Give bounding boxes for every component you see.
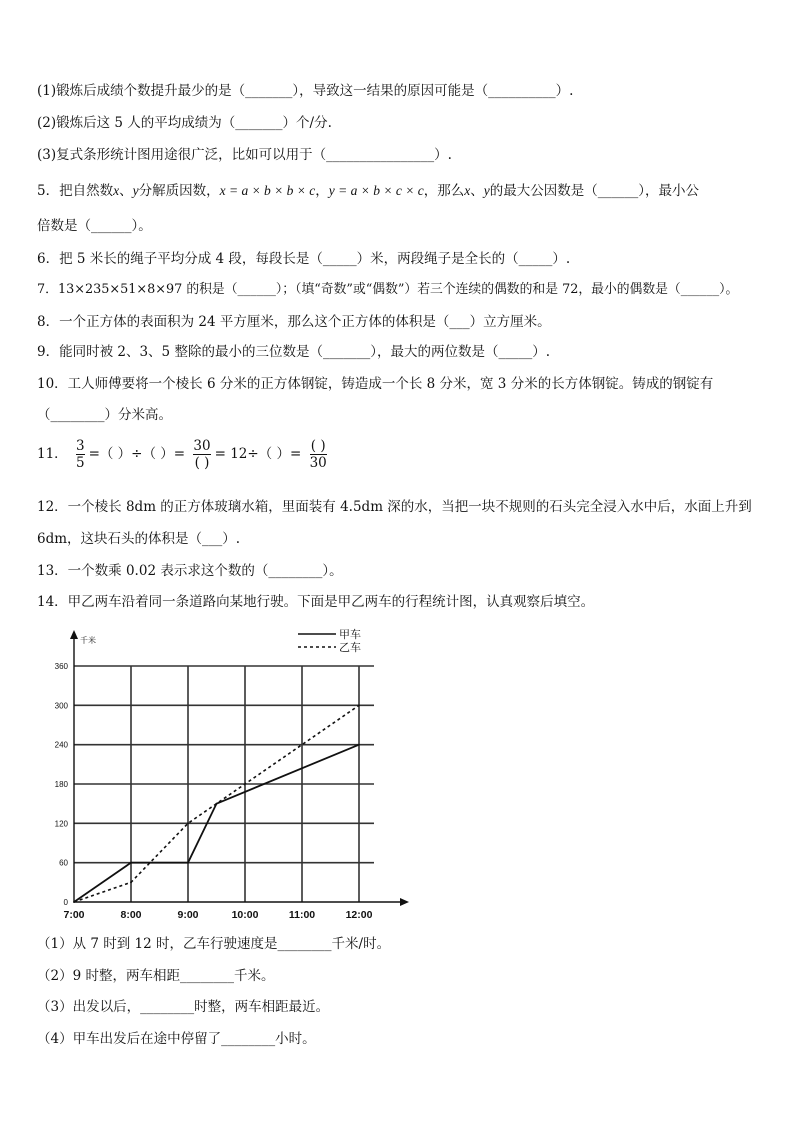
q5-var-x: x — [113, 183, 120, 198]
travel-line-chart — [0, 620, 420, 925]
y-tick-label-60: 60 — [59, 858, 68, 868]
question-5-line-1 — [37, 182, 699, 200]
q5-var-x2: x — [464, 183, 471, 198]
q11-f1-denominator: 5 — [75, 455, 85, 471]
series-0-point-1 — [130, 862, 132, 864]
series-1-point-0 — [73, 901, 75, 903]
q11-middle-2: = 12÷（ ）= — [214, 446, 302, 462]
x-tick-label-3: 10:00 — [231, 909, 259, 921]
y-axis-label: 千米 — [80, 636, 96, 645]
q11-f3-denominator: 30 — [309, 455, 327, 471]
series-1-point-1 — [130, 881, 132, 883]
question-10-line-2: （________）分米高。 — [37, 407, 172, 423]
question-11 — [37, 437, 331, 471]
q5-var-y2: y — [483, 183, 490, 198]
chart-question-3: （3）出发以后，________时整，两车相距最近。 — [37, 999, 330, 1015]
q5-comma: ， — [315, 183, 329, 199]
q5-sep2: 、 — [470, 183, 484, 199]
legend-label-1: 乙车 — [339, 642, 361, 654]
series-0-point-4 — [358, 744, 360, 746]
legend-label-0: 甲车 — [339, 629, 361, 641]
q11-f2-denominator: ( ) — [194, 455, 210, 471]
chart-question-2: （2）9 时整，两车相距________千米。 — [37, 968, 275, 984]
q5-sep: 、 — [119, 183, 133, 199]
q11-f3-numerator: ( ) — [310, 438, 326, 454]
x-tick-label-5: 12:00 — [345, 909, 373, 921]
sub-question-2: (2)锻炼后这 5 人的平均成绩为（_______）个/分. — [37, 115, 332, 131]
question-12-line-2: 6dm，这块石头的体积是（___）. — [37, 531, 241, 547]
sub-question-3: (3)复式条形统计图用途很广泛，比如可以用于（________________）. — [37, 147, 452, 163]
chart-question-4: （4）甲车出发后在途中停留了________小时。 — [37, 1031, 316, 1047]
q11-label: 11． — [37, 446, 68, 462]
q5-prefix: 5．把自然数 — [37, 183, 114, 199]
q11-middle: =（ ）÷（ ）= — [88, 446, 186, 462]
q5-var-y: y — [132, 183, 139, 198]
q11-fraction-1 — [76, 438, 85, 471]
question-5-line-2: 倍数是（______）。 — [37, 218, 152, 234]
q5-mid: 分解质因数， — [138, 183, 220, 199]
y-axis-arrow — [70, 630, 78, 639]
q11-fraction-3 — [310, 438, 327, 471]
series-1-point-2 — [187, 822, 189, 824]
question-12-line-1: 12．一个棱长 8dm 的正方体玻璃水箱，里面装有 4.5dm 深的水，当把一块不规则的石头完全浸入水中后，水面上升到 — [37, 499, 752, 515]
sub-question-1: (1)锻炼后成绩个数提升最少的是（_______），导致这一结果的原因可能是（__________）. — [37, 83, 574, 99]
question-8: 8．一个正方体的表面积为 24 平方厘米，那么这个正方体的体积是（___）立方厘米。 — [37, 314, 551, 330]
series-1-point-3 — [358, 704, 360, 706]
q5-formula-y: y = a × b × c × c — [328, 183, 424, 198]
question-9: 9．能同时被 2、3、5 整除的最小的三位数是（_______），最大的两位数是（_____）. — [37, 344, 550, 360]
q5-formula-x: x = a × b × b × c — [219, 183, 316, 198]
question-6: 6．把 5 米长的绳子平均分成 4 段，每段长是（_____）米，两段绳子是全长的（_____）. — [37, 251, 571, 267]
x-tick-label-0: 7:00 — [63, 909, 85, 921]
question-10-line-1: 10．工人师傅要将一个棱长 6 分米的正方体钢锭，铸造成一个长 8 分米，宽 3 分米的长方体钢锭。铸成的钢锭有 — [37, 376, 714, 392]
y-tick-label-0: 0 — [63, 898, 68, 907]
y-tick-label-120: 120 — [54, 819, 68, 829]
q5-post: ，那么 — [423, 183, 465, 199]
question-7: 7．13×235×51×8×97 的积是（______）；（填“奇数”或“偶数”）若三个连续的偶数的和是 72，最小的偶数是（______）。 — [37, 282, 739, 297]
x-axis-arrow — [400, 898, 409, 906]
q5-end: 的最大公因数是（______），最小公 — [489, 183, 699, 199]
q11-f2-numerator: 30 — [193, 438, 211, 454]
question-13: 13．一个数乘 0.02 表示求这个数的（________）。 — [37, 563, 343, 579]
q11-f1-numerator: 3 — [75, 438, 85, 454]
chart-question-1: （1）从 7 时到 12 时，乙车行驶速度是________千米/时。 — [37, 936, 391, 952]
question-14: 14．甲乙两车沿着同一条道路向某地行驶。下面是甲乙两车的行程统计图，认真观察后填空。 — [37, 594, 595, 610]
y-tick-label-300: 300 — [54, 701, 68, 711]
series-0-point-2 — [187, 862, 189, 864]
y-tick-label-360: 360 — [54, 662, 68, 671]
q11-fraction-2 — [193, 438, 210, 471]
x-tick-label-4: 11:00 — [288, 909, 316, 921]
y-tick-label-180: 180 — [54, 780, 68, 789]
x-tick-label-2: 9:00 — [177, 909, 199, 921]
y-tick-label-240: 240 — [54, 740, 68, 750]
x-tick-label-1: 8:00 — [120, 909, 142, 921]
